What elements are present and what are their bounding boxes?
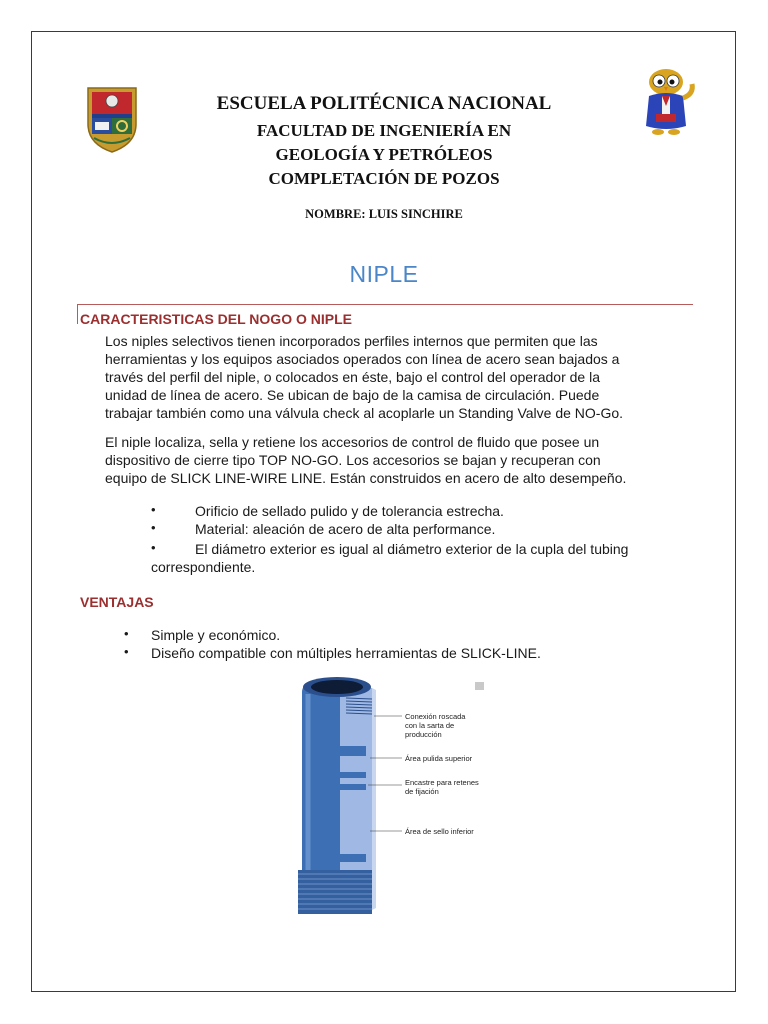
document-title: NIPLE [349, 261, 419, 287]
paragraph-line: través del perfil del niple, o colocados en éste, bajo el control del operador de la [105, 369, 600, 385]
nipple-cutaway-diagram [296, 674, 496, 919]
advantage-item: Simple y económico. [151, 627, 281, 643]
faculty-line-2: GEOLOGÍA Y PETRÓLEOS [275, 145, 493, 164]
bullet-item: Material: aleación de acero de alta performance. [195, 521, 496, 537]
label-area-pulida-superior: Área pulida superior [405, 754, 473, 763]
advantage-item: Diseño compatible con múltiples herramientas de SLICK-LINE. [151, 645, 541, 661]
paragraph-1 [105, 332, 705, 422]
student-name: NOMBRE: LUIS SINCHIRE [305, 207, 463, 221]
paragraph-line: trabajar también como una válvula check al acoplarle un Standing Valve de NO-Go. [105, 405, 624, 421]
image-placeholder-icon [475, 682, 484, 690]
course-name: COMPLETACIÓN DE POZOS [268, 169, 500, 188]
bullet-glyph: • [124, 644, 129, 659]
bullet-glyph: • [151, 540, 156, 555]
faculty-line-1: FACULTAD DE INGENIERÍA EN [256, 121, 512, 140]
paragraph-line: dispositivo de cierre tipo TOP NO-GO. Los accesorios se bajan y recuperan con [105, 452, 601, 468]
bullet-item: El diámetro exterior es igual al diámetro exterior de la cupla del tubing [195, 541, 629, 557]
label-area-sello-inferior: Área de sello inferior [405, 827, 474, 836]
section-heading-ventajas: VENTAJAS [80, 594, 154, 610]
label-conexion-roscada-3: producción [405, 730, 442, 739]
paragraph-line: unidad de línea de acero. Se ubican de bajo de la camisa de circulación. Puede [105, 387, 600, 403]
label-encastre-2: de fijación [405, 787, 439, 796]
paragraph-line: Los niples selectivos tienen incorporados perfiles internos que permiten que las [105, 333, 598, 349]
bullet-glyph: • [151, 520, 156, 535]
paragraph-2 [105, 433, 705, 487]
paragraph-line: equipo de SLICK LINE-WIRE LINE. Están construidos en acero de alto desempeño. [105, 470, 627, 486]
section-heading-caracteristicas: CARACTERISTICAS DEL NOGO O NIPLE [80, 311, 352, 327]
label-encastre-1: Encastre para retenes [405, 778, 479, 787]
bullet-item-continuation: correspondiente. [151, 559, 256, 575]
paragraph-line: El niple localiza, sella y retiene los accesorios de control de fluido que posee un [105, 434, 600, 450]
section-rule [77, 304, 693, 305]
bullet-glyph: • [151, 502, 156, 517]
section-rule-left [77, 304, 78, 324]
bullet-item: Orificio de sellado pulido y de tolerancia estrecha. [195, 503, 504, 519]
label-conexion-roscada-1: Conexión roscada [405, 712, 466, 721]
institution-name: ESCUELA POLITÉCNICA NACIONAL [216, 93, 552, 114]
paragraph-line: herramientas y los equipos asociados operados con línea de acero sean bajados a [105, 351, 620, 367]
label-conexion-roscada-2: con la sarta de [405, 721, 455, 730]
bullet-glyph: • [124, 626, 129, 641]
